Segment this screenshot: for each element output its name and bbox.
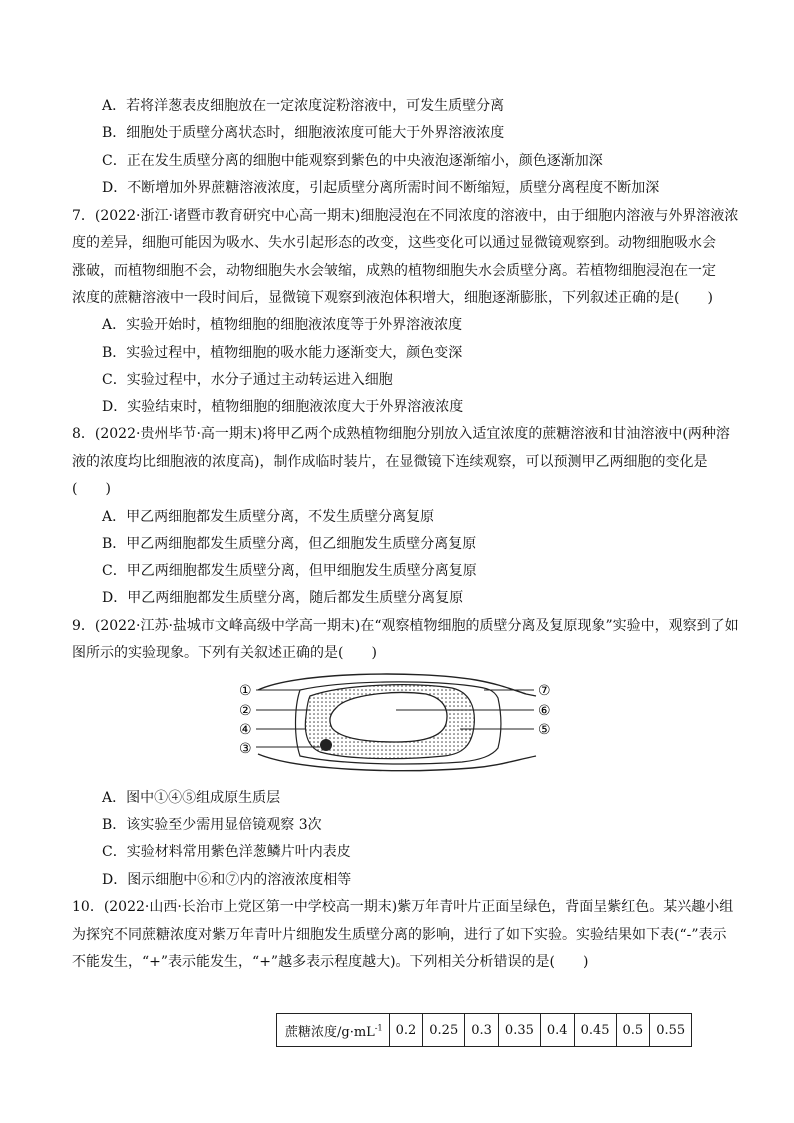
- q8-option-d: D．甲乙两细胞都发生质壁分离，随后都发生质壁分离复原: [102, 590, 464, 606]
- q7-stem-line-2: 度的差异，细胞可能因为吸水、失水引起形态的改变，这些变化可以通过显微镜观察到。动物细胞吸水会: [72, 235, 716, 251]
- figure-label-5: ⑤: [538, 722, 551, 738]
- q6-option-b: B．细胞处于质壁分离状态时，细胞液浓度可能大于外界溶液浓度: [102, 125, 505, 141]
- table-header-cell: [277, 1014, 390, 1047]
- q10-stem-line-1: 10．(2022·山西·长治市上党区第一中学校高一期末)紫万年青叶片正面呈绿色，背面呈紫红色。某兴趣小组: [72, 899, 734, 915]
- q8-option-c: C．甲乙两细胞都发生质壁分离，但甲细胞发生质壁分离复原: [102, 563, 477, 579]
- table-cell: 0.3: [465, 1014, 499, 1047]
- figure-label-3: ③: [239, 741, 252, 757]
- nucleus: [320, 739, 332, 751]
- q9-stem-line-2: 图所示的实验现象。下列有关叙述正确的是( ): [72, 645, 377, 661]
- q9-option-c: C．实验材料常用紫色洋葱鳞片叶内表皮: [102, 844, 351, 860]
- q7-stem-line-1: 7．(2022·浙江·诸暨市教育研究中心高一期末)细胞浸泡在不同浓度的溶液中，由于细胞内溶液与外界溶液浓: [72, 208, 739, 224]
- q6-option-c: C．正在发生质壁分离的细胞中能观察到紫色的中央液泡逐渐缩小，颜色逐渐加深: [102, 153, 603, 169]
- q10-stem-line-2: 为探究不同蔗糖浓度对紫万年青叶片细胞发生质壁分离的影响，进行了如下实验。实验结果如下表(“-”表示: [72, 927, 727, 943]
- q9-option-a: A．图中①④⑤组成原生质层: [102, 790, 281, 806]
- q8-stem-line-1: 8．(2022·贵州毕节·高一期末)将甲乙两个成熟植物细胞分别放入适宜浓度的蔗糖溶液和甘油溶液中(两种溶: [72, 426, 730, 442]
- q7-stem-line-3: 涨破，而植物细胞不会，动物细胞失水会皱缩，成熟的植物细胞失水会质壁分离。若植物细胞浸泡在一定: [72, 263, 716, 279]
- q6-option-a: A．若将洋葱表皮细胞放在一定浓度淀粉溶液中，可发生质壁分离: [102, 98, 505, 114]
- q7-stem-line-4: 浓度的蔗糖溶液中一段时间后，显微镜下观察到液泡体积增大，细胞逐渐膨胀，下列叙述正确的是( ): [72, 290, 713, 306]
- figure-label-2: ②: [239, 703, 252, 719]
- table-cell: 0.5: [616, 1014, 650, 1047]
- table-cell: 0.45: [574, 1014, 616, 1047]
- central-vacuole: [330, 693, 447, 742]
- q7-option-c: C．实验过程中，水分子通过主动转运进入细胞: [102, 372, 393, 388]
- q8-option-b: B．甲乙两细胞都发生质壁分离，但乙细胞发生质壁分离复原: [102, 536, 477, 552]
- q9-option-b: B．该实验至少需用显倍镜观察 3次: [102, 817, 322, 833]
- q8-option-a: A．甲乙两细胞都发生质壁分离，不发生质壁分离复原: [102, 509, 435, 525]
- table-row: [277, 1014, 692, 1047]
- table-cell: 0.35: [498, 1014, 540, 1047]
- q8-stem-line-3: ( ): [72, 481, 111, 497]
- table-cell: 0.25: [423, 1014, 465, 1047]
- cell-diagram: [236, 668, 566, 774]
- plasmolysis-cell-figure: [236, 668, 566, 774]
- q10-stem-line-3: 不能发生，“+”表示能发生，“+”越多表示程度越大)。下列相关分析错误的是( ): [72, 954, 589, 970]
- table-header-label: 蔗糖浓度/g·mL: [285, 1024, 375, 1040]
- figure-label-4: ④: [239, 722, 252, 738]
- q7-option-d: D．实验结束时，植物细胞的细胞液浓度大于外界溶液浓度: [102, 399, 464, 415]
- q9-option-d: D．图示细胞中⑥和⑦内的溶液浓度相等: [102, 872, 352, 888]
- table-cell: 0.2: [389, 1014, 423, 1047]
- figure-label-6: ⑥: [538, 703, 551, 719]
- figure-label-7: ⑦: [538, 683, 551, 699]
- table-cell: 0.55: [650, 1014, 692, 1047]
- table-cell: 0.4: [540, 1014, 574, 1047]
- table-header-unit-exponent: -1: [374, 1023, 383, 1033]
- q9-stem-line-1: 9．(2022·江苏·盐城市文峰高级中学高一期末)在“观察植物细胞的质壁分离及复原现象”实验中，观察到了如: [72, 618, 739, 634]
- sucrose-concentration-table: [276, 1013, 692, 1047]
- q6-option-d: D．不断增加外界蔗糖溶液浓度，引起质壁分离所需时间不断缩短，质壁分离程度不断加深: [102, 180, 660, 196]
- q8-stem-line-2: 液的浓度均比细胞液的浓度高)，制作成临时装片，在显微镜下连续观察，可以预测甲乙两细胞的变化是: [72, 454, 708, 470]
- q7-option-b: B．实验过程中，植物细胞的吸水能力逐渐变大，颜色变深: [102, 345, 463, 361]
- q7-option-a: A．实验开始时，植物细胞的细胞液浓度等于外界溶液浓度: [102, 317, 463, 333]
- figure-label-1: ①: [239, 683, 252, 699]
